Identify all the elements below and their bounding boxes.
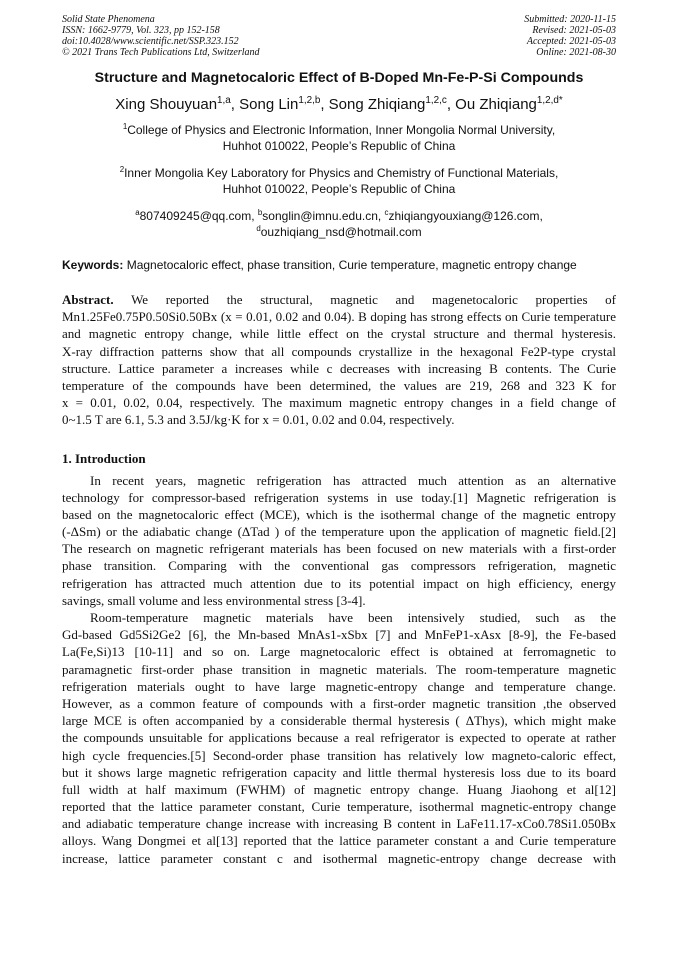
author-name: Ou Zhiqiang bbox=[455, 96, 537, 113]
paper-title: Structure and Magnetocaloric Effect of B-Doped Mn-Fe-P-Si Compounds bbox=[94, 70, 584, 86]
date-submitted: Submitted: 2020-11-15 bbox=[524, 14, 616, 25]
date-accepted: Accepted: 2021-05-03 bbox=[526, 36, 616, 47]
author-sup: 1,2,b bbox=[298, 95, 321, 106]
journal-copyright: © 2021 Trans Tech Publications Ltd, Switzerland bbox=[62, 47, 260, 58]
keywords bbox=[62, 258, 616, 272]
journal-doi[interactable]: doi:10.4028/www.scientific.net/SSP.323.152 bbox=[62, 36, 239, 47]
publication-dates bbox=[524, 14, 616, 58]
email-c[interactable]: zhiqiangyouxiang@126.com, bbox=[388, 209, 543, 223]
keywords-text: Magnetocaloric effect, phase transition, Curie temperature, magnetic entropy change bbox=[123, 258, 577, 272]
date-revised: Revised: 2021-05-03 bbox=[532, 25, 616, 36]
abstract: Abstract. We reported the structural, magnetic and magenetocaloric properties of Mn1.25Fe0.75P0.50Si0.50Bx (x = 0.01, 0.02 and 0.04). B doping has strong effects on Curie temperature and magnetic entropy change, while little effect on the crystal structure and thermal hysteresis. X-ray diffraction patterns show that all compounds crystallize in the hexagonal Fe2P-type crystal structure. Lattice parameter a increases while c decreases with increasing B contents. The Curie temperature of the compounds have been determined, the values are 219, 268 and 323 K for x = 0.01, 0.02, 0.04, respectively. The maximum magnetic entropy changes in a field change of 0~1.5 T are 6.1, 5.3 and 3.5J/kg·K for x = 0.01, 0.02 and 0.04, respectively. bbox=[62, 292, 616, 428]
author-sup: 1,2,d* bbox=[536, 95, 563, 106]
section-heading-introduction: 1. Introduction bbox=[62, 450, 146, 466]
author-sup: 1,a bbox=[217, 95, 231, 106]
introduction-text: In recent years, magnetic refrigeration has attracted much attention as an alternative technology for compressor-based refrigeration systems in use today.[1] Magnetic refrigeration is based on the magnetocaloric effect (MCE), which is the isothermal change of the magnetic entropy (-ΔSm) or the adiabatic change (ΔTad ) of the temperature upon the application of magnetic field.[2] The research on magnetic refrigerant materials has been focused on new materials with a first-order phase transition. Comparing with the conventional gas compressors refrigeration, magnetic refrigeration has attracted much attention due to its potential impact on high efficiency, energy savings, small volume and less environmental stress [3-4]. Room-temperature magnetic materials have been intensively studied, such as the Gd-based Gd5Si2Ge2 [6], the Mn-based MnAs1-xSbx [7] and MnFeP1-xAsx [8-9], the Fe-based La(Fe,Si)13 [10-11] and so on. Large magnetocaloric effect is obtained at ferromagnetic to paramagnetic first-order phase transition in magnetic materials. The room-temperature magnetic refrigeration materials ought to have large magnetic-entropy change and temperature change. However, as a common feature of compounds with a first-order magnetic transition ,the observed large MCE is often accompanied by a considerable thermal hysteresis ( ΔThys), which might make the compounds unsuitable for applications because a real refrigerator is expected to operate at rather high cycle frequencies.[5] Second-order phase transition has relatively low magneto-caloric effect, but it shows large magnetic refrigeration capacity and little thermal hysteresis loss due to its board full width at half maximum (FWHM) of magnetic entropy change. Huang Jiaohong et al[12] reported that the lattice parameter constant, Curie temperature, isothermal magnetic-entropy change and adiabatic temperature change increase with increasing B content in LaFe11.17-xCo0.78Si1.050Bx alloys. Wang Dongmei et al[13] reported that the lattice parameter constant a and Curie temperature increase, lattice parameter constant c and isothermal magnetic-entropy change decrease with bbox=[62, 472, 616, 866]
email-b[interactable]: songlin@imnu.edu.cn, bbox=[262, 209, 385, 223]
journal-header bbox=[62, 14, 616, 58]
author-name: Song Lin bbox=[239, 96, 299, 113]
affiliation-1: $^1$College of Physics and Electronic Information, Inner Mongolia Normal University, Huhhot 010022, People’s Republic of China bbox=[122, 122, 556, 153]
author-name: Xing Shouyuan bbox=[115, 96, 218, 113]
author-emails: $^a$807409245@qq.com, $^b$songlin@imnu.edu.cn, $^c$zhiqiangyouxiang@126.com, $^d$ouzhiqiang_nsd@hotmail.com bbox=[135, 208, 543, 239]
keywords-label: Keywords: bbox=[62, 258, 124, 272]
journal-issn: ISSN: 1662-9779, Vol. 323, pp 152-158 bbox=[62, 25, 220, 36]
email-d[interactable]: ouzhiqiang_nsd@hotmail.com bbox=[260, 225, 422, 239]
date-online: Online: 2021-08-30 bbox=[536, 47, 616, 58]
author-list: Xing Shouyuan$^{1,a}$, Song Lin$^{1,2,b}$, Song Zhiqiang$^{1,2,c}$, Ou Zhiqiang$^{1,2,d*}$ bbox=[115, 95, 563, 113]
author-name: Song Zhiqiang bbox=[328, 96, 426, 113]
affiliation-2: $^2$Inner Mongolia Key Laboratory for Physics and Chemistry of Functional Materials, Huhhot 010022, People’s Republic of China bbox=[119, 165, 559, 196]
email-a[interactable]: 807409245@qq.com, bbox=[139, 209, 258, 223]
journal-name: Solid State Phenomena bbox=[62, 14, 155, 25]
abstract-formula: Mn1.25Fe0.75P0.50Si0.50Bx bbox=[62, 309, 218, 325]
abstract-label: Abstract. bbox=[62, 292, 114, 307]
journal-info bbox=[62, 14, 260, 58]
author-sup: 1,2,c bbox=[425, 95, 447, 106]
